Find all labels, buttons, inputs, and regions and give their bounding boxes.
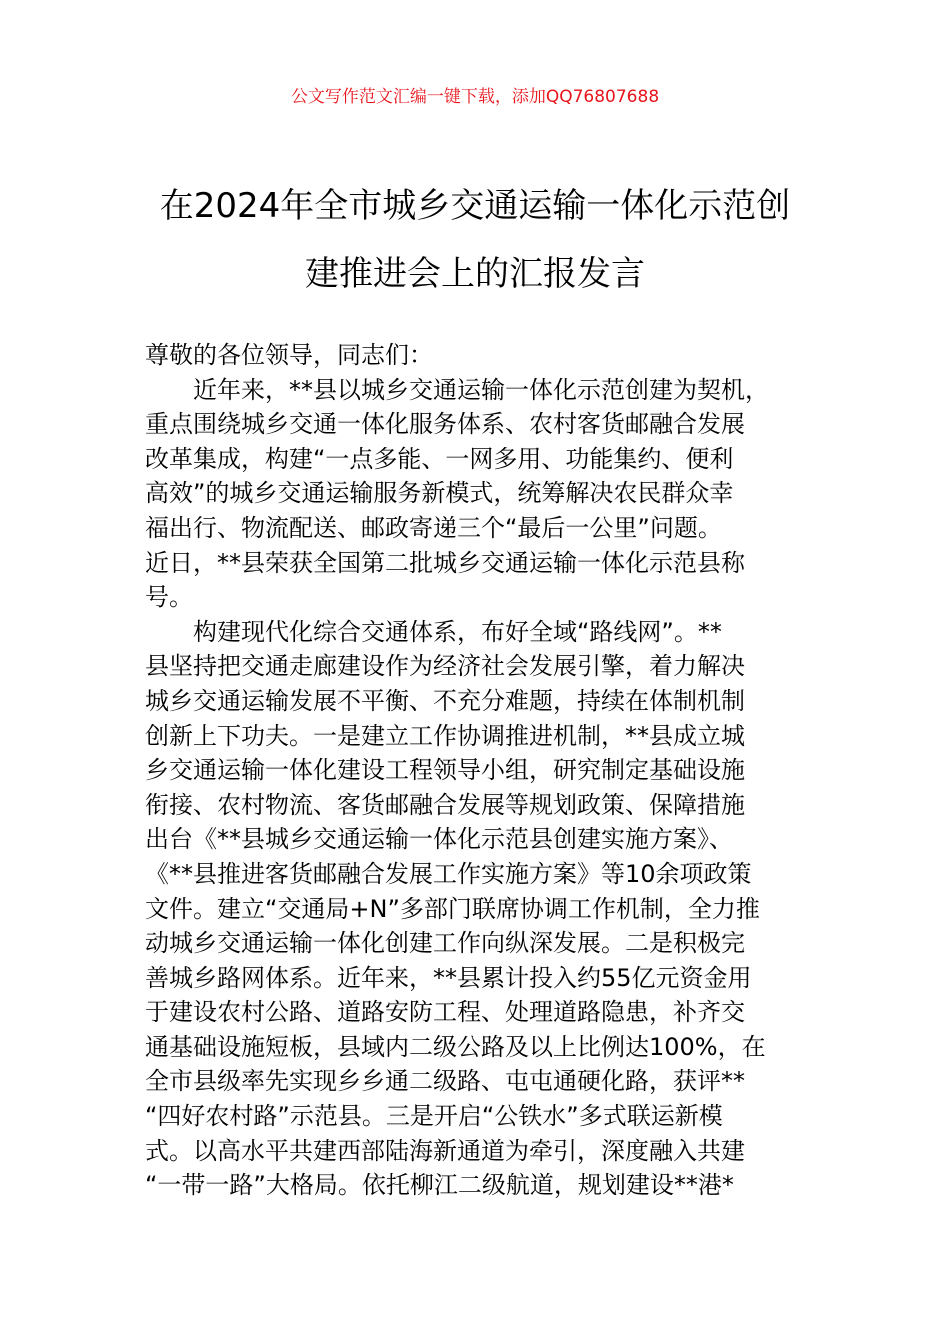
document-title — [120, 172, 830, 308]
document-body — [145, 338, 805, 1203]
paragraph-line: 乡交通运输一体化建设工程领导小组，研究制定基础设施 — [145, 756, 745, 785]
paragraph-line: 动城乡交通运输一体化创建工作向纵深发展。二是积极完 — [145, 929, 745, 958]
paragraph-line: 重点围绕城乡交通一体化服务体系、农村客货邮融合发展 — [145, 410, 745, 439]
paragraph-line: 近年来，**县以城乡交通运输一体化示范创建为契机， — [193, 375, 769, 404]
title-line: 建推进会上的汇报发言 — [305, 254, 645, 294]
paragraph-line: 近日，**县荣获全国第二批城乡交通运输一体化示范县称 — [145, 548, 745, 577]
paragraph-line: 构建现代化综合交通体系，布好全域“路线网”。** — [193, 617, 722, 646]
paragraph-line: 县坚持把交通走廊建设作为经济社会发展引擎，着力解决 — [145, 652, 745, 681]
download-banner: 公文写作范文汇编一键下载，添加QQ76807688 — [290, 87, 660, 107]
salutation: 尊敬的各位领导，同志们： — [145, 341, 433, 369]
paragraph-line: “四好农村路”示范县。三是开启“公铁水”多式联运新模 — [145, 1102, 723, 1131]
paragraph-line: 通基础设施短板，县域内二级公路及以上比例达100%，在 — [145, 1032, 766, 1061]
title-line: 在2024年全市城乡交通运输一体化示范创 — [159, 186, 791, 226]
paragraph-line: 全市县级率先实现乡乡通二级路、屯屯通硬化路，获评** — [145, 1067, 745, 1096]
paragraph-line: 号。 — [145, 583, 193, 612]
paragraph-line: 高效”的城乡交通运输服务新模式，统筹解决农民群众幸 — [145, 479, 734, 508]
paragraph-line: 式。以高水平共建西部陆海新通道为牵引，深度融入共建 — [145, 1136, 745, 1165]
paragraph-line: 《**县推进客货邮融合发展工作实施方案》等10余项政策 — [145, 859, 752, 888]
paragraph-line: 福出行、物流配送、邮政寄递三个“最后一公里”问题。 — [145, 513, 722, 542]
paragraph-line: 改革集成，构建“一点多能、一网多用、功能集约、便利 — [145, 444, 734, 473]
paragraph-line: 衔接、农村物流、客货邮融合发展等规划政策、保障措施 — [145, 790, 745, 819]
paragraph-line: 于建设农村公路、道路安防工程、处理道路隐患，补齐交 — [145, 998, 745, 1027]
paragraph-line: 文件。建立“交通局+N”多部门联席协调工作机制，全力推 — [145, 894, 760, 923]
paragraph-line: “一带一路”大格局。依托柳江二级航道，规划建设**港* — [145, 1171, 734, 1200]
paragraph-line: 创新上下功夫。一是建立工作协调推进机制，**县成立城 — [145, 721, 745, 750]
paragraph-line: 城乡交通运输发展不平衡、不充分难题，持续在体制机制 — [145, 686, 745, 715]
paragraph-line: 善城乡路网体系。近年来，**县累计投入约55亿元资金用 — [145, 963, 752, 992]
paragraph-line: 出台《**县城乡交通运输一体化示范县创建实施方案》、 — [145, 825, 733, 854]
